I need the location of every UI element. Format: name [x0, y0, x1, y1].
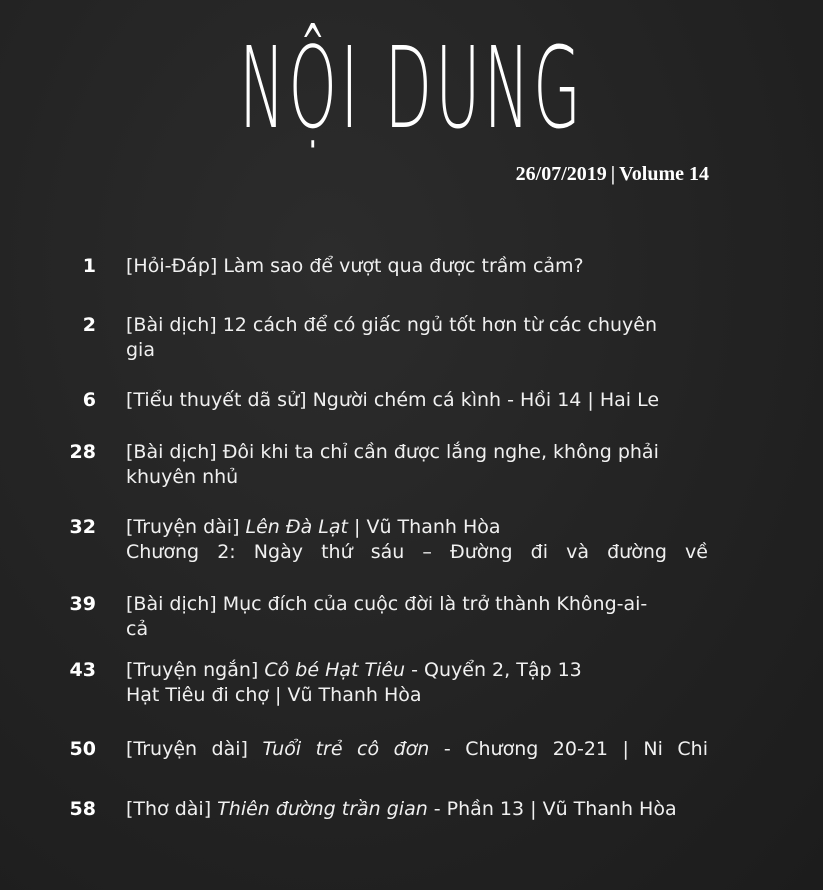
toc-text: | Vũ Thanh Hòa	[347, 516, 501, 538]
toc-text: cả	[126, 618, 149, 640]
toc-entry-title	[126, 440, 708, 490]
toc-page-number: 32	[69, 516, 96, 538]
toc-page-number: 43	[69, 659, 96, 681]
toc-entry-title	[126, 388, 708, 413]
toc-entry-title	[126, 658, 708, 708]
toc-text: [Bài dịch] Mục đích của cuộc đời là trở thành Không-ai-	[126, 593, 648, 615]
toc-text: gia	[126, 339, 155, 361]
issue-separator: |	[610, 163, 616, 185]
toc-entry-title	[126, 515, 708, 565]
toc-page-number: 39	[69, 593, 96, 615]
toc-entry-line	[126, 313, 708, 338]
toc-text: [Truyện dài]	[126, 738, 263, 760]
toc-text: - Quyển 2, Tập 13	[405, 659, 582, 681]
toc-text: [Thơ dài]	[126, 798, 218, 820]
issue-info	[516, 161, 709, 187]
toc-entry-line	[126, 797, 708, 822]
toc-work-title: Thiên đường trần gian	[217, 798, 428, 820]
toc-text: [Hỏi-Đáp] Làm sao để vượt qua được trầm cảm?	[126, 255, 584, 277]
toc-page-number: 28	[69, 441, 96, 463]
toc-text: [Truyện ngắn]	[126, 659, 265, 681]
toc-work-title: Tuổi trẻ cô đơn	[262, 738, 430, 760]
toc-text: [Tiểu thuyết dã sử] Người chém cá kình - Hồi 14 | Hai Le	[126, 389, 660, 411]
toc-work-title: Lên Đà Lạt	[245, 516, 348, 538]
toc-page-number: 58	[69, 798, 96, 820]
toc-page-number: 1	[82, 255, 96, 277]
toc-entry-title	[126, 797, 708, 822]
toc-text: [Truyện dài]	[126, 516, 246, 538]
issue-volume: Volume 14	[619, 163, 709, 185]
issue-date: 26/07/2019	[515, 163, 607, 185]
toc-entry-line	[126, 540, 708, 565]
toc-entry-line	[126, 515, 708, 540]
toc-text: [Bài dịch] 12 cách để có giấc ngủ tốt hơn từ các chuyên	[126, 314, 657, 336]
toc-text: Hạt Tiêu đi chợ | Vũ Thanh Hòa	[126, 684, 422, 706]
toc-entry-title	[126, 592, 708, 642]
toc-text: Chương 2: Ngày thứ sáu – Đường đi và đường về	[126, 541, 708, 563]
toc-entry-line	[126, 737, 708, 762]
toc-page-number: 6	[82, 389, 96, 411]
toc-entry-title	[126, 313, 708, 363]
toc-page-number: 2	[82, 314, 96, 336]
toc-entry-line	[126, 658, 708, 683]
toc-entry-line	[126, 440, 708, 465]
toc-text: - Phần 13 | Vũ Thanh Hòa	[427, 798, 677, 820]
page-title-text: NỘI DUNG	[238, 24, 585, 154]
toc-entry-line	[126, 465, 708, 490]
toc-entry-line	[126, 254, 708, 279]
toc-entry-line	[126, 338, 708, 363]
toc-entry-line	[126, 683, 708, 708]
toc-entry-line	[126, 388, 708, 413]
toc-work-title: Cô bé Hạt Tiêu	[264, 659, 406, 681]
toc-page-number: 50	[69, 738, 96, 760]
page-title	[0, 22, 823, 156]
toc-text: - Chương 20-21 | Ni Chi	[429, 738, 708, 760]
toc-entry-title	[126, 737, 708, 762]
toc-text: [Bài dịch] Đôi khi ta chỉ cần được lắng nghe, không phải	[126, 441, 659, 463]
toc-entry-title	[126, 254, 708, 279]
toc-entry-line	[126, 617, 708, 642]
toc-text: khuyên nhủ	[126, 466, 239, 488]
toc-entry-line	[126, 592, 708, 617]
